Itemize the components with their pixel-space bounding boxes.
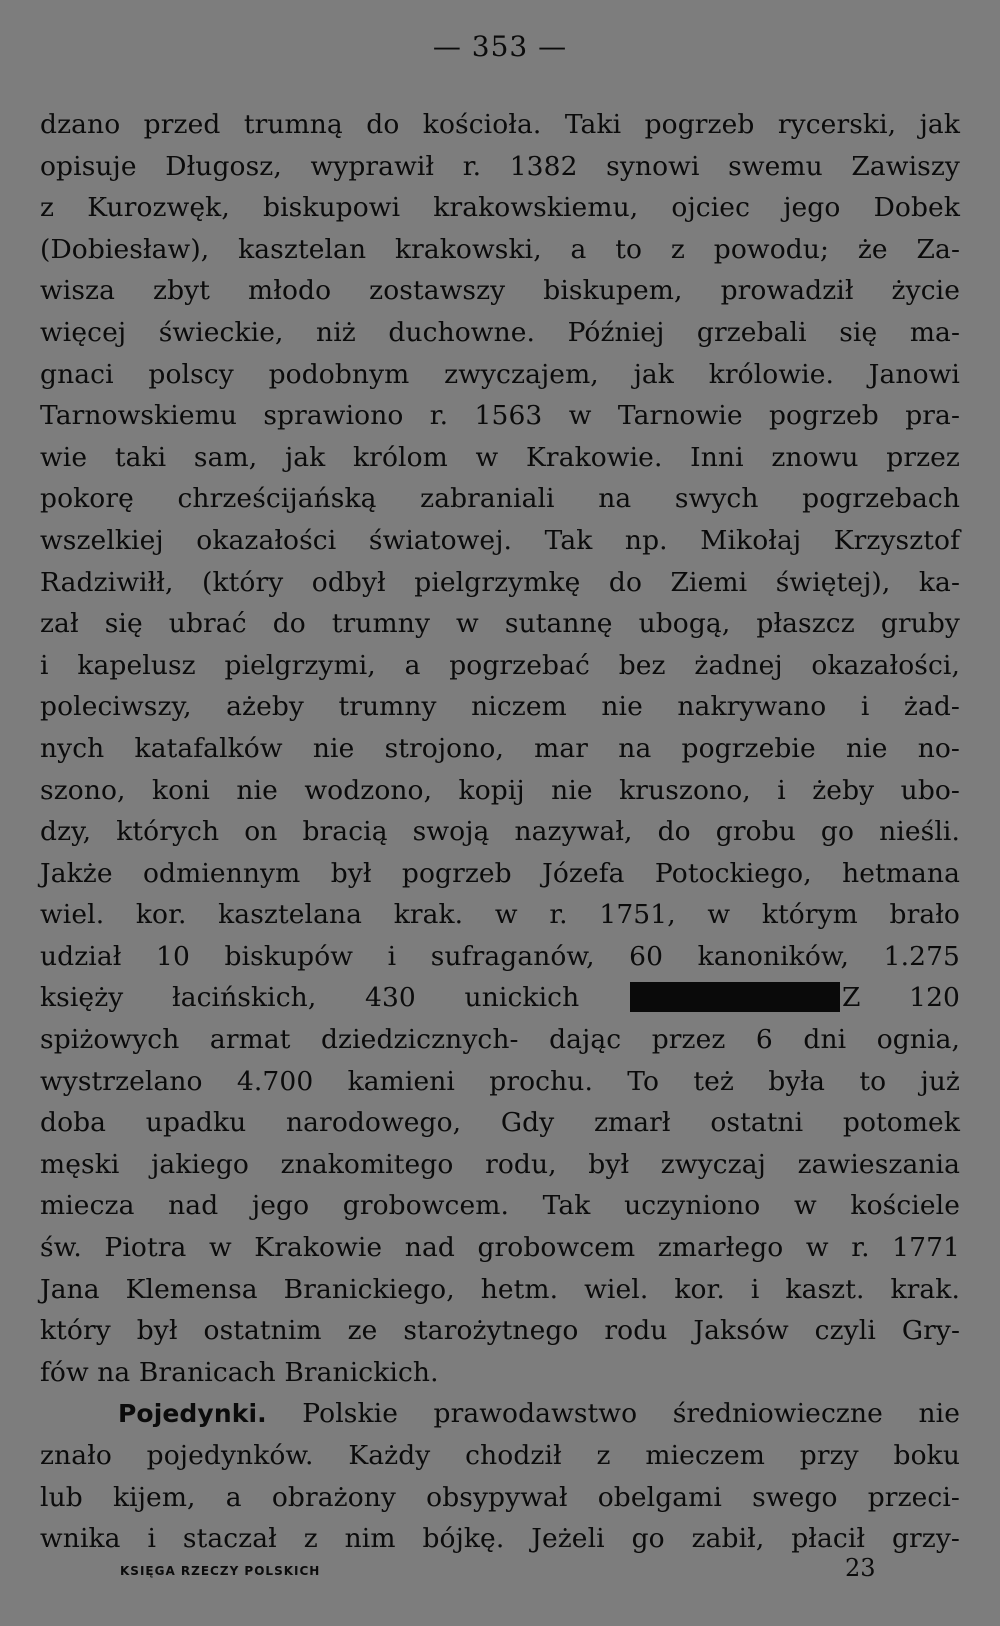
text-line: znało pojedynków. Każdy chodził z mieczem przy boku [40, 1440, 960, 1471]
text-line: Tarnowskiemu sprawiono r. 1563 w Tarnowie pogrzeb pra- [40, 400, 960, 432]
text-line: więcej świeckie, niż duchowne. Później grzebali się ma- [40, 316, 960, 348]
text-line: opisuje Długosz, wyprawił r. 1382 synowi swemu Zawiszy [40, 150, 960, 182]
text-line: dzy, których on bracią swoją nazywał, do grobu go nieśli. [40, 816, 960, 848]
text-line: Jakże odmiennym był pogrzeb Józefa Potockiego, hetmana [40, 857, 960, 889]
text-line: gnaci polscy podobnym zwyczajem, jak królowie. Janowi [40, 358, 960, 390]
section-heading: Pojedynki. [118, 1399, 267, 1429]
text-line: Radziwiłł, (który odbył pielgrzymkę do Ziemi świętej), ka- [40, 566, 960, 598]
text-line: który był ostatnim ze starożytnego rodu Jaksów czyli Gry- [40, 1315, 960, 1347]
text-line: poleciwszy, ażeby trumny niczem nie nakrywano i żad- [40, 691, 960, 723]
text-line: wisza zbyt młodo zostawszy biskupem, prowadził życie [40, 275, 960, 307]
text-line: św. Piotra w Krakowie nad grobowcem zmarłego w r. 1771 [40, 1232, 960, 1264]
text-line: Jana Klemensa Branickiego, hetm. wiel. kor. i kaszt. krak. [40, 1273, 960, 1305]
text-line: wnika i staczał z nim bójkę. Jeżeli go zabił, płacił grzy- [40, 1523, 960, 1555]
text-fragment: Polskie prawodawstwo średniowieczne nie [302, 1398, 960, 1430]
text-line: (Dobiesław), kasztelan krakowski, a to z powodu; że Za- [40, 233, 960, 265]
text-line: doba upadku narodowego, Gdy zmarł ostatni potomek [40, 1107, 960, 1139]
text-line: pokorę chrześcijańską zabraniali na swych pogrzebach [40, 483, 960, 515]
text-line: wie taki sam, jak królom w Krakowie. Inni znowu przez [40, 441, 960, 473]
text-line: spiżowych armat dziedzicznych- dając przez 6 dni ognia, [40, 1024, 960, 1056]
footer-signature: KSIĘGA RZECZY POLSKICH [120, 1564, 321, 1578]
text-line: miecza nad jego grobowcem. Tak uczyniono w kościele [40, 1190, 960, 1222]
text-line: męski jakiego znakomitego rodu, był zwyczaj zawieszania [40, 1148, 960, 1180]
text-line: wystrzelano 4.700 kamieni prochu. To też była to już [40, 1065, 960, 1097]
redaction-bar [630, 982, 840, 1012]
text-line-paragraph-end: fów na Branicach Branickich. [40, 1356, 439, 1388]
sheet-number: 23 [845, 1554, 876, 1582]
text-line: nych katafalków nie strojono, mar na pogrzebie nie no- [40, 732, 960, 764]
page-number: — 353 — [432, 30, 568, 63]
body-text [40, 104, 960, 1560]
text-line: z Kurozwęk, biskupowi krakowskiemu, ojciec jego Dobek [40, 192, 960, 224]
text-line: zał się ubrać do trumny w sutannę ubogą, płaszcz gruby [40, 608, 960, 640]
text-line: dzano przed trumną do kościoła. Taki pogrzeb rycerski, jak [40, 109, 960, 140]
text-fragment: księży łacińskich, 430 unickich [40, 982, 580, 1014]
text-line: lub kijem, a obrażony obsypywał obelgami swego przeci- [40, 1481, 960, 1513]
text-line-redacted [40, 977, 960, 1019]
text-fragment: Z 120 [841, 982, 960, 1014]
section-first-line [40, 1393, 960, 1435]
text-line: wszelkiej okazałości światowej. Tak np. Mikołaj Krzysztof [40, 524, 960, 556]
text-line: udział 10 biskupów i sufraganów, 60 kanoników, 1.275 [40, 940, 960, 972]
text-line: wiel. kor. kasztelana krak. w r. 1751, w którym brało [40, 899, 960, 931]
text-line: i kapelusz pielgrzymi, a pogrzebać bez żadnej okazałości, [40, 649, 960, 681]
text-line: szono, koni nie wodzono, kopij nie kruszono, i żeby ubo- [40, 774, 960, 806]
